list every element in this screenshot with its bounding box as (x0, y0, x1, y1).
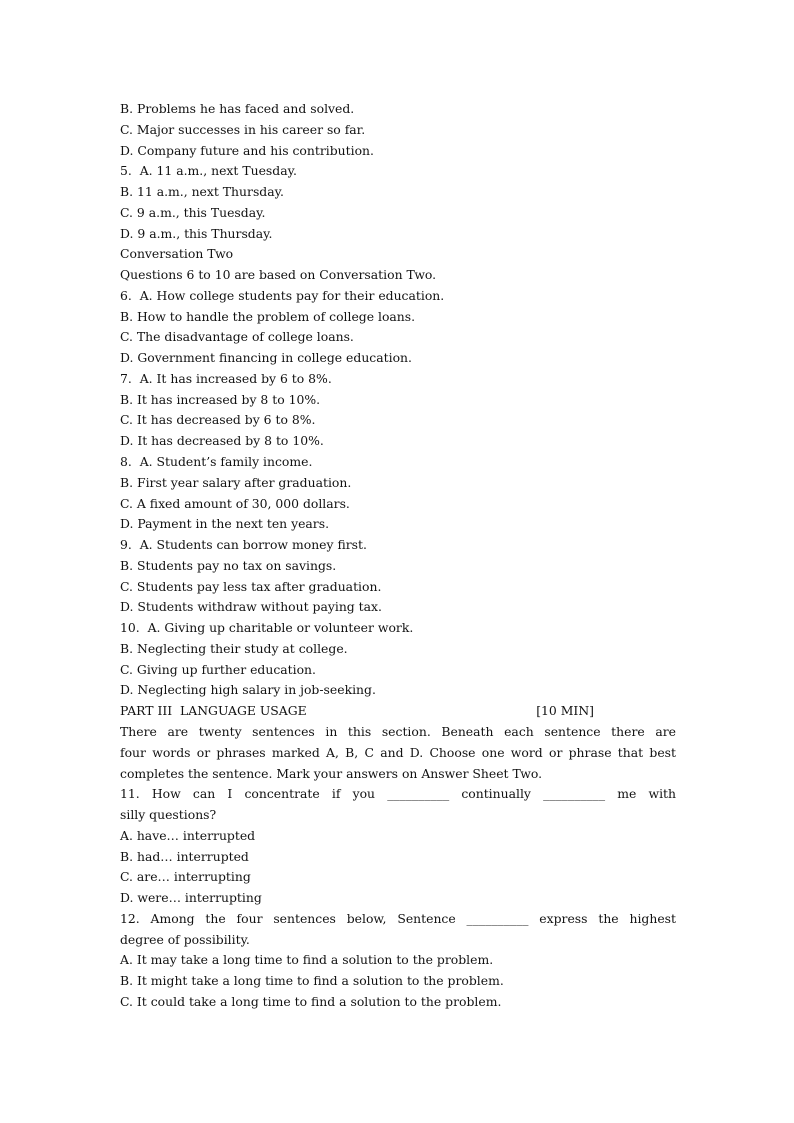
question-12-option: B. It might take a long time to find a solution to the problem. (120, 973, 504, 989)
text-line: B. Students pay no tax on savings. (120, 557, 337, 573)
question-12-stem-cont: degree of possibility. (120, 931, 250, 947)
text-line: D. Students withdraw without paying tax. (120, 599, 382, 615)
text-line: C. It has decreased by 6 to 8%. (120, 412, 316, 428)
text-line: 10. A. Giving up charitable or volunteer work. (120, 620, 414, 636)
text-line: 6. A. How college students pay for their education. (120, 287, 445, 303)
text-line: B. First year salary after graduation. (120, 474, 352, 490)
text-line: D. It has decreased by 8 to 10%. (120, 433, 324, 449)
instructions-line: four words or phrases marked A, B, C and D. Choose one word or phrase that best (120, 744, 676, 760)
text-line: C. Giving up further education. (120, 661, 316, 677)
text-line: 9. A. Students can borrow money first. (120, 537, 367, 553)
text-line: 5. A. 11 a.m., next Tuesday. (120, 163, 297, 179)
section-title: Conversation Two (120, 246, 234, 262)
text-line: D. 9 a.m., this Thursday. (120, 225, 273, 241)
text-line: C. 9 a.m., this Tuesday. (120, 204, 266, 220)
question-11-option: A. have… interrupted (120, 827, 256, 843)
question-11-stem: 11. How can I concentrate if you __________ continually __________ me with (120, 786, 676, 802)
text-line: C. Students pay less tax after graduation. (120, 578, 382, 594)
question-11-stem-cont: silly questions? (120, 807, 217, 823)
instructions-line: There are twenty sentences in this section. Beneath each sentence there are (120, 723, 676, 739)
text-line: 7. A. It has increased by 6 to 8%. (120, 370, 332, 386)
instructions-line: completes the sentence. Mark your answers on Answer Sheet Two. (120, 765, 543, 781)
text-line: B. Neglecting their study at college. (120, 640, 348, 656)
part-heading (120, 701, 594, 722)
text-line: C. The disadvantage of college loans. (120, 329, 354, 345)
question-11-option: D. were… interrupting (120, 890, 262, 906)
text-line: B. 11 a.m., next Thursday. (120, 184, 284, 200)
text-line: D. Payment in the next ten years. (120, 516, 330, 532)
question-11-option: C. are… interrupting (120, 869, 251, 885)
text-line: C. A fixed amount of 30, 000 dollars. (120, 495, 350, 511)
text-line: C. Major successes in his career so far. (120, 121, 366, 137)
text-line: B. How to handle the problem of college loans. (120, 308, 416, 324)
text-line: D. Government financing in college education. (120, 350, 412, 366)
text-line: 8. A. Student’s family income. (120, 454, 313, 470)
text-line: B. Problems he has faced and solved. (120, 101, 355, 116)
text-line: D. Neglecting high salary in job-seeking. (120, 682, 376, 698)
section-intro: Questions 6 to 10 are based on Conversation Two. (120, 267, 437, 283)
part-title: PART III LANGUAGE USAGE (120, 703, 307, 719)
question-12-option: C. It could take a long time to find a solution to the problem. (120, 993, 502, 1009)
question-11-option: B. had… interrupted (120, 848, 249, 864)
text-line: B. It has increased by 8 to 10%. (120, 391, 321, 407)
document-page (120, 99, 676, 1013)
text-line: D. Company future and his contribution. (120, 142, 374, 158)
question-12-option: A. It may take a long time to find a solution to the problem. (120, 952, 494, 968)
part-time: [10 MIN] (536, 703, 594, 719)
question-12-stem: 12. Among the four sentences below, Sentence __________ express the highest (120, 910, 676, 926)
